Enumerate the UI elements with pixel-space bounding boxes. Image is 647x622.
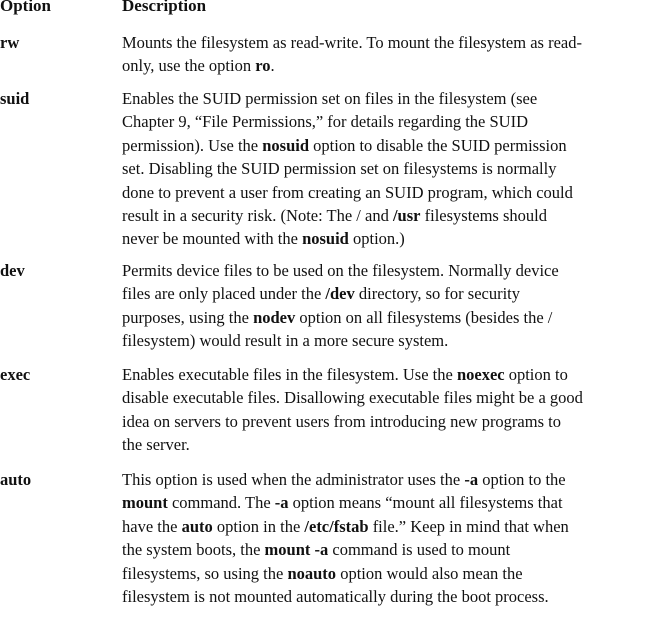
option-name: auto [0, 470, 32, 489]
description-line [122, 227, 647, 250]
description-line [122, 562, 647, 585]
text-segment: only, use the option [122, 56, 256, 76]
bold-term: noexec [456, 365, 505, 384]
text-segment: filesystem is not mounted automatically during the boot process. [122, 587, 549, 607]
description-line [122, 329, 647, 352]
table-header [0, 0, 647, 17]
text-segment: option to the [478, 470, 566, 489]
text-segment: option.) [348, 229, 405, 249]
text-segment: . [270, 56, 275, 76]
text-segment: option means “mount all filesystems that [288, 493, 563, 513]
text-segment: option to disable the SUID permission [309, 135, 567, 155]
description-line [122, 87, 647, 110]
bold-term: mount -a [264, 540, 329, 560]
text-segment: idea on servers to prevent users from introducing new programs to [122, 411, 561, 431]
text-segment: never be mounted with the [122, 229, 303, 249]
text-segment: purposes, using the [122, 307, 254, 327]
text-segment: option in the [212, 516, 305, 536]
bold-term: nosuid [302, 229, 349, 249]
description-line [122, 363, 647, 386]
bold-term: nodev [253, 307, 296, 327]
text-segment: command is used to mount [328, 540, 511, 560]
option-name: dev [0, 261, 25, 280]
text-segment: Permits device files to be used on the filesystem. Normally device [122, 261, 559, 280]
text-segment: option would also mean the [336, 563, 523, 583]
text-segment: directory, so for security [354, 284, 521, 304]
text-segment: permission). Use the [122, 135, 263, 155]
option-description [122, 363, 647, 457]
description-line [122, 468, 647, 491]
text-segment: Enables executable files in the filesystem. Use the [122, 365, 457, 384]
bold-term: mount [122, 493, 168, 513]
option-description [122, 259, 647, 353]
description-line [122, 306, 647, 329]
bold-term: auto [181, 516, 213, 536]
description-line [122, 433, 647, 456]
text-segment: the server. [122, 435, 190, 455]
bold-term: noauto [287, 563, 337, 583]
option-description [122, 31, 647, 78]
text-segment: have the [122, 516, 182, 536]
description-line [122, 491, 647, 514]
description-line [122, 54, 647, 77]
option-name: suid [0, 89, 30, 108]
text-segment: set. Disabling the SUID permission set on filesystems is normally [122, 159, 557, 179]
text-segment: result in a security risk. (Note: The / and [122, 206, 393, 226]
bold-term: /etc/fstab [304, 516, 369, 536]
description-line [122, 181, 647, 204]
bold-term: /usr [392, 206, 421, 226]
text-segment: done to prevent a user from creating an SUID program, which could [122, 182, 573, 202]
text-segment: option to [504, 365, 568, 384]
option-description [122, 468, 647, 608]
text-segment: filesystems, so using the [122, 563, 288, 583]
description-line [122, 538, 647, 561]
bold-term: /dev [325, 284, 355, 304]
text-segment: Chapter 9, “File Permissions,” for details regarding the SUID [122, 112, 528, 132]
text-segment: filesystem) would result in a more secure system. [122, 331, 449, 351]
description-line [122, 282, 647, 305]
option-description [122, 87, 647, 251]
description-line [122, 585, 647, 608]
text-segment: option on all filesystems (besides the / [295, 307, 553, 327]
description-line [122, 110, 647, 133]
text-segment: command. The [167, 493, 275, 513]
bold-term: nosuid [262, 135, 310, 155]
text-segment: Enables the SUID permission set on files in the filesystem (see [122, 89, 538, 108]
description-line [122, 515, 647, 538]
description-line [122, 157, 647, 180]
description-line [122, 204, 647, 227]
text-segment: files are only placed under the [122, 284, 326, 304]
option-name: exec [0, 365, 31, 384]
text-segment: the system boots, the [122, 540, 265, 560]
description-line [122, 134, 647, 157]
bold-term: -a [274, 493, 289, 513]
description-line [122, 386, 647, 409]
text-segment: disable executable files. Disallowing executable files might be a good [122, 388, 583, 408]
bold-term: -a [464, 470, 479, 489]
text-segment: file.” Keep in mind that when [368, 516, 569, 536]
description-line [122, 259, 647, 282]
option-column-header: Option [0, 0, 52, 15]
description-column-header: Description [122, 0, 207, 15]
text-segment: Mounts the filesystem as read-write. To mount the filesystem as read- [122, 33, 582, 52]
text-segment: filesystems should [420, 206, 547, 226]
text-segment: This option is used when the administrator uses the [122, 470, 465, 489]
description-line [122, 410, 647, 433]
option-name: rw [0, 33, 20, 52]
description-line [122, 31, 647, 54]
bold-term: ro [255, 56, 271, 76]
